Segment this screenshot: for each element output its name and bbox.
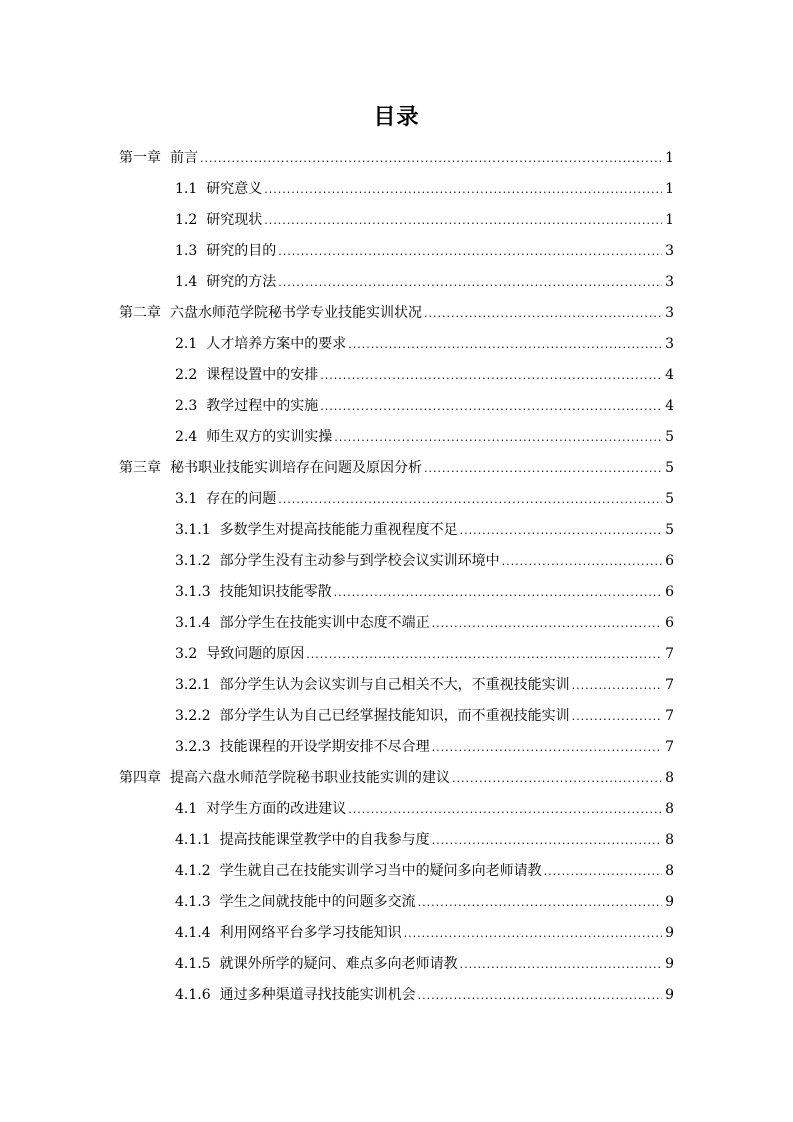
toc-entry-page-number: 1 (665, 211, 674, 228)
toc-entry[interactable] (0, 389, 793, 420)
toc-entry-content (175, 333, 674, 353)
toc-entry-content (175, 891, 674, 911)
toc-entry-label: 六盘水师范学院秘书学专业技能实训状况 (170, 304, 422, 321)
toc-entry-label: 部分学生在技能实训中态度不端正 (219, 614, 430, 631)
toc-entry-number: 2.2 (175, 366, 198, 383)
toc-entry-label: 课程设置中的安排 (206, 366, 319, 383)
toc-entry-content (175, 178, 674, 198)
toc-entry[interactable] (0, 978, 793, 1009)
toc-entry-page-number: 6 (665, 552, 674, 569)
toc-entry[interactable] (0, 420, 793, 451)
toc-entry-number: 1.4 (175, 273, 198, 290)
toc-entry-content (175, 984, 674, 1004)
dot-leader (424, 307, 662, 320)
toc-entry[interactable] (0, 265, 793, 296)
toc-entry-content (119, 767, 674, 787)
toc-entry[interactable] (0, 234, 793, 265)
toc-entry-number: 2.3 (175, 397, 198, 414)
toc-entry-label: 教学过程中的实施 (206, 397, 319, 414)
toc-entry-number: 3.1 (175, 490, 198, 507)
dot-leader (264, 183, 662, 196)
dot-leader (200, 152, 662, 165)
toc-entry[interactable] (0, 761, 793, 792)
dot-leader (460, 524, 662, 537)
toc-entry-content (175, 581, 674, 601)
toc-entry[interactable] (0, 327, 793, 358)
dot-leader (306, 648, 662, 661)
toc-entry-number: 4.1.1 (175, 831, 211, 848)
toc-entry-content (175, 488, 674, 508)
dot-leader (460, 958, 662, 971)
toc-entry[interactable] (0, 792, 793, 823)
dot-leader (404, 927, 662, 940)
toc-entry[interactable] (0, 606, 793, 637)
toc-list (0, 141, 793, 1009)
toc-entry-content (119, 302, 674, 322)
toc-entry-content (175, 705, 674, 725)
dot-leader (432, 617, 662, 630)
toc-entry-page-number: 7 (665, 676, 674, 693)
toc-entry-page-number: 5 (665, 428, 674, 445)
toc-entry[interactable] (0, 699, 793, 730)
dot-leader (452, 772, 662, 785)
toc-entry-page-number: 7 (665, 738, 674, 755)
toc-entry-number: 4.1.5 (175, 955, 211, 972)
dot-leader (544, 865, 662, 878)
toc-entry-page-number: 4 (665, 366, 674, 383)
toc-entry[interactable] (0, 451, 793, 482)
toc-entry-number: 3.2 (175, 645, 198, 662)
toc-entry-label: 技能知识技能零散 (219, 583, 332, 600)
toc-entry-label: 学生就自己在技能实训学习当中的疑问多向老师请教 (219, 862, 542, 879)
toc-entry-label: 提高六盘水师范学院秘书职业技能实训的建议 (170, 769, 450, 786)
toc-entry-label: 研究现状 (206, 211, 263, 228)
toc-entry-label: 研究的目的 (206, 242, 277, 259)
toc-entry-label: 提高技能课堂教学中的自我参与度 (219, 831, 430, 848)
toc-title: 目录 (373, 105, 420, 130)
toc-entry-content (175, 612, 674, 632)
dot-leader (348, 803, 662, 816)
toc-entry[interactable] (0, 916, 793, 947)
toc-entry-content (175, 798, 674, 818)
toc-entry[interactable] (0, 730, 793, 761)
toc-entry-label: 师生双方的实训实操 (206, 428, 333, 445)
toc-entry-label: 部分学生认为会议实训与自己相关不大，不重视技能实训 (219, 676, 570, 693)
toc-entry-page-number: 4 (665, 397, 674, 414)
toc-entry-page-number: 3 (665, 335, 674, 352)
toc-entry-number: 2.1 (175, 335, 198, 352)
dot-leader (264, 214, 662, 227)
toc-entry-number: 2.4 (175, 428, 198, 445)
toc-entry-number: 3.2.1 (175, 676, 211, 693)
toc-entry-label: 通过多种渠道寻找技能实训机会 (219, 986, 416, 1003)
toc-entry-page-number: 9 (665, 924, 674, 941)
toc-entry-page-number: 3 (665, 273, 674, 290)
dot-leader (348, 338, 662, 351)
toc-entry-label: 导致问题的原因 (206, 645, 305, 662)
toc-entry-label: 人才培养方案中的要求 (206, 335, 347, 352)
toc-entry-label: 研究意义 (206, 180, 263, 197)
toc-entry-label: 前言 (170, 149, 198, 166)
dot-leader (278, 276, 662, 289)
toc-entry-page-number: 1 (665, 180, 674, 197)
dot-leader (572, 679, 662, 692)
toc-entry-page-number: 8 (665, 769, 674, 786)
toc-entry-page-number: 6 (665, 614, 674, 631)
toc-entry-page-number: 3 (665, 304, 674, 321)
toc-entry-content (175, 860, 674, 880)
dot-leader (278, 245, 662, 258)
dot-leader (432, 834, 662, 847)
toc-entry-page-number: 5 (665, 490, 674, 507)
toc-entry-content (175, 364, 674, 384)
toc-entry[interactable] (0, 482, 793, 513)
toc-entry-page-number: 5 (665, 521, 674, 538)
dot-leader (334, 586, 662, 599)
toc-entry[interactable] (0, 885, 793, 916)
toc-entry[interactable] (0, 513, 793, 544)
toc-entry-number: 4.1.2 (175, 862, 211, 879)
toc-entry-label: 部分学生认为自己已经掌握技能知识，而不重视技能实训 (219, 707, 570, 724)
dot-leader (418, 896, 662, 909)
toc-entry-number: 3.2.3 (175, 738, 211, 755)
dot-leader (418, 989, 662, 1002)
toc-entry-content (175, 674, 674, 694)
toc-entry-number: 1.3 (175, 242, 198, 259)
toc-entry[interactable] (0, 637, 793, 668)
toc-entry-content (175, 953, 674, 973)
toc-entry-label: 技能课程的开设学期安排不尽合理 (219, 738, 430, 755)
toc-entry-content (175, 550, 674, 570)
toc-entry[interactable] (0, 296, 793, 327)
toc-entry-page-number: 5 (665, 459, 674, 476)
dot-leader (424, 462, 662, 475)
toc-entry[interactable] (0, 668, 793, 699)
toc-entry-page-number: 9 (665, 986, 674, 1003)
toc-entry[interactable] (0, 203, 793, 234)
toc-entry-label: 就课外所学的疑问、难点多向老师请教 (219, 955, 458, 972)
toc-entry-number: 3.1.1 (175, 521, 211, 538)
toc-entry-number: 4.1.3 (175, 893, 211, 910)
toc-entry-content (175, 519, 674, 539)
toc-entry-label: 秘书职业技能实训培存在问题及原因分析 (170, 459, 422, 476)
toc-entry-content (119, 457, 674, 477)
toc-entry-number: 第三章 (119, 459, 161, 476)
toc-entry[interactable] (0, 854, 793, 885)
toc-entry-content (175, 736, 674, 756)
toc-entry-label: 部分学生没有主动参与到学校会议实训环境中 (219, 552, 500, 569)
toc-entry-content (175, 426, 674, 446)
toc-entry-label: 多数学生对提高技能能力重视程度不足 (219, 521, 458, 538)
toc-entry[interactable] (0, 575, 793, 606)
toc-entry-content (175, 209, 674, 229)
toc-entry-content (175, 829, 674, 849)
toc-entry-number: 第四章 (119, 769, 161, 786)
toc-entry-number: 1.1 (175, 180, 198, 197)
dot-leader (334, 431, 662, 444)
toc-entry-content (175, 271, 674, 291)
dot-leader (320, 400, 662, 413)
toc-entry-page-number: 6 (665, 583, 674, 600)
dot-leader (502, 555, 662, 568)
toc-entry-label: 研究的方法 (206, 273, 277, 290)
dot-leader (320, 369, 662, 382)
toc-entry-page-number: 9 (665, 893, 674, 910)
toc-entry-number: 1.2 (175, 211, 198, 228)
toc-entry-label: 存在的问题 (206, 490, 277, 507)
toc-entry-number: 4.1 (175, 800, 198, 817)
toc-entry-page-number: 8 (665, 862, 674, 879)
toc-entry-number: 4.1.6 (175, 986, 211, 1003)
toc-entry-number: 3.2.2 (175, 707, 211, 724)
toc-entry[interactable] (0, 358, 793, 389)
toc-entry-content (175, 240, 674, 260)
toc-entry-number: 4.1.4 (175, 924, 211, 941)
toc-entry-label: 利用网络平台多学习技能知识 (219, 924, 402, 941)
toc-entry[interactable] (0, 172, 793, 203)
dot-leader (572, 710, 662, 723)
toc-entry-page-number: 7 (665, 645, 674, 662)
toc-entry-number: 第一章 (119, 149, 161, 166)
toc-entry[interactable] (0, 141, 793, 172)
toc-entry-content (119, 147, 674, 167)
toc-entry-page-number: 8 (665, 831, 674, 848)
toc-entry-content (175, 922, 674, 942)
toc-entry[interactable] (0, 823, 793, 854)
toc-entry[interactable] (0, 544, 793, 575)
dot-leader (278, 493, 662, 506)
toc-entry-number: 3.1.3 (175, 583, 211, 600)
toc-entry-page-number: 3 (665, 242, 674, 259)
toc-entry-label: 学生之间就技能中的问题多交流 (219, 893, 416, 910)
toc-entry-number: 3.1.4 (175, 614, 211, 631)
toc-entry-page-number: 9 (665, 955, 674, 972)
toc-entry-number: 3.1.2 (175, 552, 211, 569)
toc-entry[interactable] (0, 947, 793, 978)
toc-entry-page-number: 8 (665, 800, 674, 817)
toc-entry-page-number: 1 (665, 149, 674, 166)
toc-entry-content (175, 395, 674, 415)
toc-entry-content (175, 643, 674, 663)
toc-entry-page-number: 7 (665, 707, 674, 724)
dot-leader (432, 741, 662, 754)
toc-entry-label: 对学生方面的改进建议 (206, 800, 347, 817)
toc-entry-number: 第二章 (119, 304, 161, 321)
